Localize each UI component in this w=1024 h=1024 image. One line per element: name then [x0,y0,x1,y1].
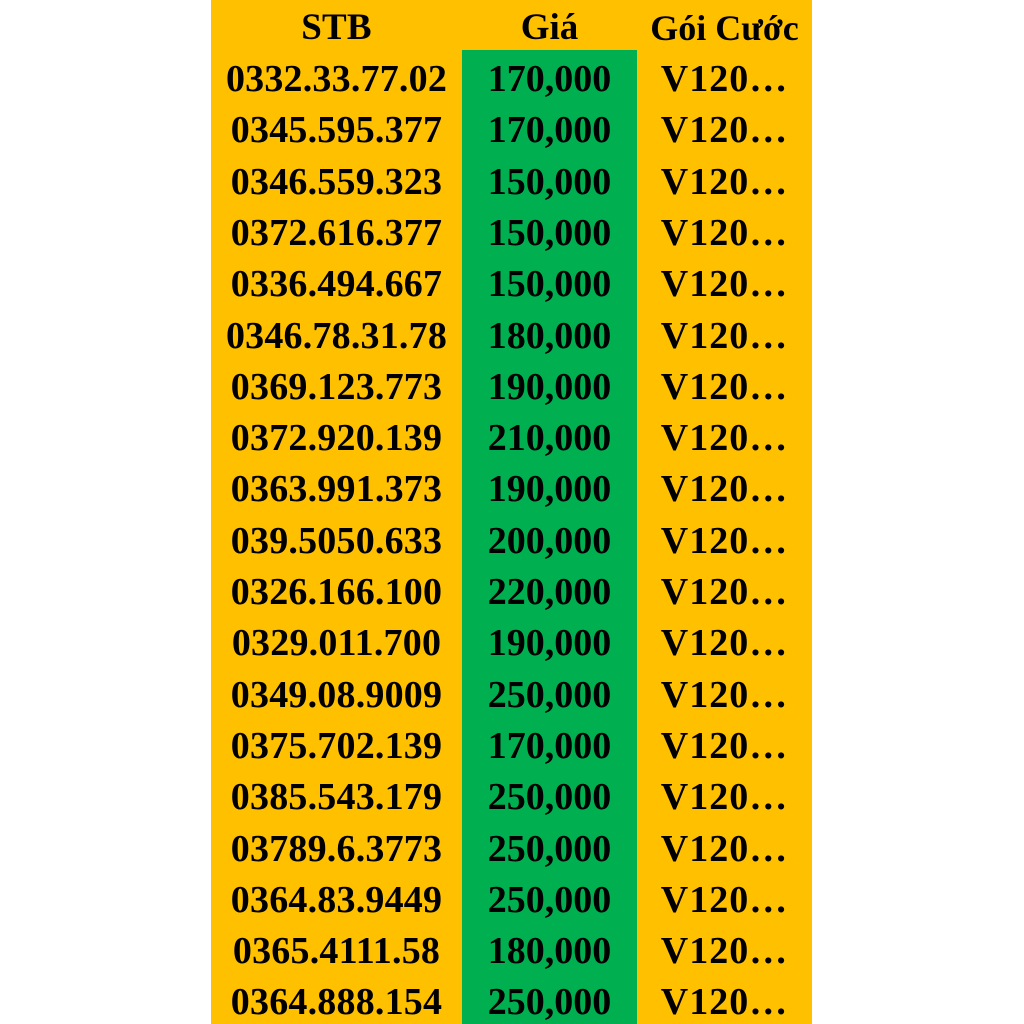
price-cell: 170,000 [487,724,612,767]
plan-cell: V120… [660,622,789,665]
plan-cell: V120… [660,314,789,357]
header-stb: STB [301,7,372,48]
price-cell: 190,000 [487,622,612,665]
table-row [211,617,812,669]
plan-cell: V120… [660,571,789,613]
phone-number-cell: 0364.83.9449 [230,878,443,921]
price-cell: 250,000 [487,673,612,716]
plan-cell: V120… [660,468,789,511]
plan-cell: V120… [660,981,789,1024]
table-row [211,515,812,567]
price-cell: 250,000 [487,827,612,870]
phone-number-cell: 0372.920.139 [230,417,443,460]
plan-cell: V120… [660,160,789,203]
sim-price-table [211,0,812,1024]
plan-cell: V120… [660,673,789,716]
plan-cell: V120… [660,109,789,152]
phone-number-cell: 039.5050.633 [230,519,443,562]
table-row [211,669,812,721]
price-cell: 150,000 [487,211,612,254]
table-row [211,720,812,772]
price-cell: 250,000 [487,776,612,819]
table-row [211,104,812,156]
table-row [211,976,812,1024]
price-cell: 250,000 [487,878,612,921]
phone-number-cell: 0375.702.139 [230,724,443,767]
plan-cell: V120… [660,211,789,254]
phone-number-cell: 0372.616.377 [230,211,443,254]
table-row [211,53,812,105]
plan-cell: V120… [660,878,789,921]
price-cell: 200,000 [487,519,612,562]
phone-number-cell: 0346.559.323 [230,160,443,203]
plan-cell: V120… [660,827,789,870]
table-header [211,3,812,53]
price-cell: 220,000 [487,571,612,613]
plan-cell: V120… [660,365,789,408]
plan-cell: V120… [660,776,789,819]
table-row [211,412,812,464]
phone-number-cell: 03789.6.3773 [230,827,443,870]
phone-number-cell: 0345.595.377 [230,109,443,152]
price-cell: 170,000 [487,58,612,100]
price-cell: 150,000 [487,160,612,203]
price-cell: 150,000 [487,263,612,306]
price-cell: 170,000 [487,109,612,152]
phone-number-cell: 0329.011.700 [231,622,442,665]
phone-number-cell: 0385.543.179 [230,776,443,819]
header-plan: Gói Cước [650,8,799,48]
phone-number-cell: 0336.494.667 [230,263,443,306]
table-row [211,566,812,618]
header-price: Giá [520,7,579,48]
phone-number-cell: 0365.4111.58 [232,930,441,973]
phone-number-cell: 0369.123.773 [230,365,443,408]
plan-cell: V120… [660,417,789,460]
phone-number-cell: 0326.166.100 [230,571,443,613]
phone-number-cell: 0363.991.373 [230,468,443,511]
table-row [211,874,812,926]
phone-number-cell: 0349.08.9009 [230,673,443,716]
table-row [211,207,812,259]
plan-cell: V120… [660,263,789,306]
plan-cell: V120… [660,519,789,562]
plan-cell: V120… [660,930,789,973]
table-row [211,823,812,875]
price-cell: 180,000 [487,930,612,973]
plan-cell: V120… [660,724,789,767]
table-row [211,361,812,413]
table-row [211,925,812,977]
price-cell: 210,000 [487,417,612,460]
phone-number-cell: 0346.78.31.78 [225,314,448,357]
price-cell: 190,000 [487,365,612,408]
price-cell: 190,000 [487,468,612,511]
phone-number-cell: 0332.33.77.02 [225,58,448,100]
table-row [211,258,812,310]
phone-number-cell: 0364.888.154 [230,981,443,1024]
price-cell: 180,000 [487,314,612,357]
table-row [211,310,812,362]
table-row [211,771,812,823]
price-cell: 250,000 [487,981,612,1024]
plan-cell: V120… [660,58,789,100]
table-row [211,463,812,515]
table-row [211,156,812,208]
